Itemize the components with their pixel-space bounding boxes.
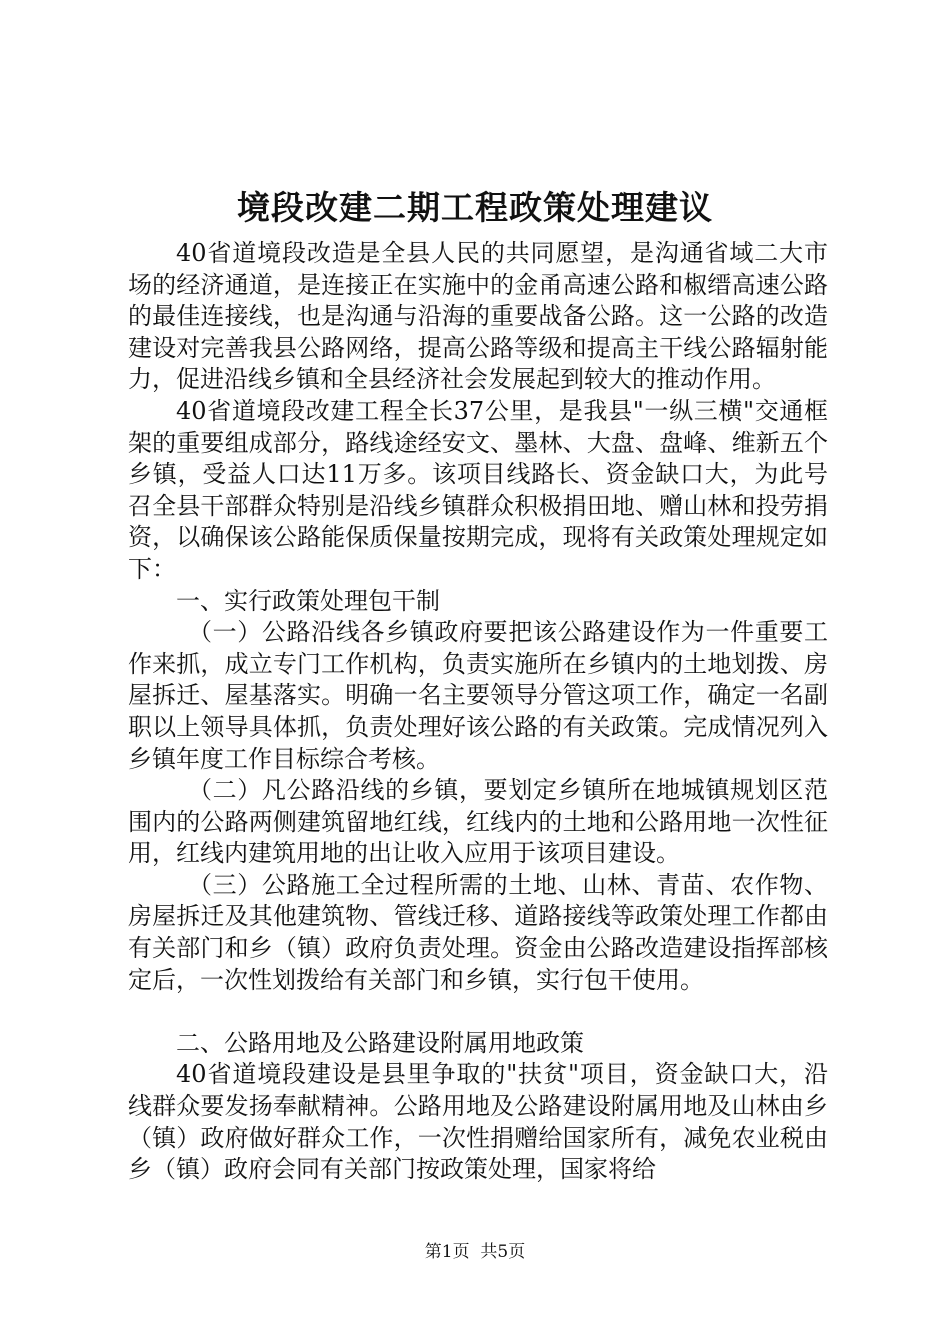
document-title: 境段改建二期工程政策处理建议 bbox=[237, 188, 713, 227]
page-footer: 第1页 共5页 bbox=[424, 1242, 526, 1262]
paragraph-intro: 40省道境段改造是全县人民的共同愿望，是沟通省域二大市场的经济通道，是连接正在实施中的金甬高速公路和椒缙高速公路的最佳连接线，也是沟通与沿海的重要战备公路。这一公路的改造建设对完善我县公路网络，提高公路等级和提高主干线公路辐射能力，促进沿线乡镇和全县经济社会发展起到较大的推动作用。 bbox=[128, 239, 828, 394]
section-heading-1: 一、实行政策处理包干制 bbox=[176, 586, 440, 615]
paragraph-land-policy: 40省道境段建设是县里争取的"扶贫"项目，资金缺口大，沿线群众要发扬奉献精神。公路用地及公路建设附属用地及山林由乡（镇）政府做好群众工作，一次性捐赠给国家所有，减免农业税由乡（镇）政府会同有关部门按政策处理，国家将给 bbox=[128, 1060, 828, 1184]
paragraph-project-overview: 40省道境段改建工程全长37公里，是我县"一纵三横"交通框架的重要组成部分，路线途经安文、墨林、大盘、盘峰、维新五个乡镇，受益人口达11万多。该项目线路长、资金缺口大，为此号召全县干部群众特别是沿线乡镇群众积极捐田地、赠山林和投劳捐资，以确保该公路能保质保量按期完成，现将有关政策处理规定如下： bbox=[128, 396, 828, 583]
clause-1-2: （二）凡公路沿线的乡镇，要划定乡镇所在地城镇规划区范围内的公路两侧建筑留地红线，红线内的土地和公路用地一次性征用，红线内建筑用地的出让收入应用于该项目建设。 bbox=[128, 776, 828, 868]
section-heading-2: 二、公路用地及公路建设附属用地政策 bbox=[176, 1028, 584, 1057]
clause-1-3: （三）公路施工全过程所需的土地、山林、青苗、农作物、房屋拆迁及其他建筑物、管线迁移、道路接线等政策处理工作都由有关部门和乡（镇）政府负责处理。资金由公路改造建设指挥部核定后，一次性划拨给有关部门和乡镇，实行包干使用。 bbox=[128, 870, 828, 994]
document-body bbox=[128, 238, 828, 1186]
clause-1-1: （一）公路沿线各乡镇政府要把该公路建设作为一件重要工作来抓，成立专门工作机构，负责实施所在乡镇内的土地划拨、房屋拆迁、屋基落实。明确一名主要领导分管这项工作，确定一名副职以上领导具体抓，负责处理好该公路的有关政策。完成情况列入乡镇年度工作目标综合考核。 bbox=[128, 618, 828, 773]
